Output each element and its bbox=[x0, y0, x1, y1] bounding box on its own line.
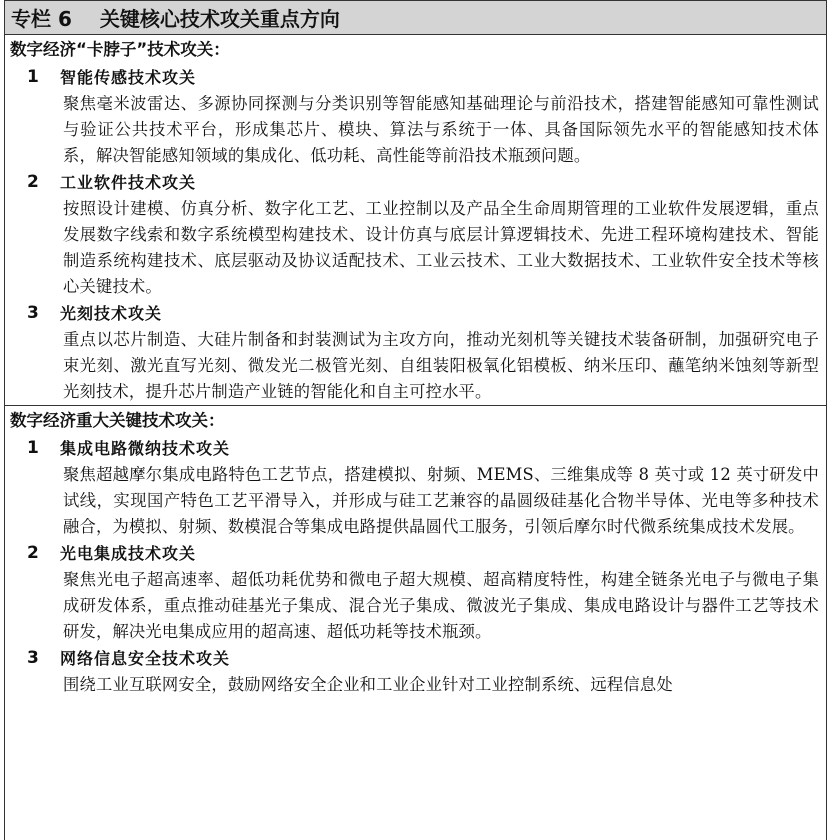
list-item bbox=[5, 64, 826, 91]
list-item bbox=[5, 435, 826, 462]
item-body: 围绕工业互联网安全，鼓励网络安全企业和工业企业针对工业控制系统、远程信息处 bbox=[63, 675, 673, 694]
section-major bbox=[5, 405, 826, 698]
box-label: 专栏 6 bbox=[11, 7, 72, 31]
item-body: 聚焦毫米波雷达、多源协同探测与分类识别等智能感知基础理论与前沿技术，搭建智能感知可靠性测试与验证公共技术平台，形成集芯片、模块、算法与系统于一体、具备国际领先水平的智能感知技术体系，解决智能感知领域的集成化、低功耗、高性能等前沿技术瓶颈问题。 bbox=[63, 94, 819, 165]
item-number: 3 bbox=[27, 303, 39, 323]
item-number: 1 bbox=[27, 67, 39, 87]
section-heading: 数字经济“卡脖子”技术攻关： bbox=[10, 40, 230, 59]
item-title: 网络信息安全技术攻关 bbox=[60, 649, 231, 668]
list-item bbox=[5, 169, 826, 196]
item-number: 3 bbox=[27, 648, 39, 668]
section-bottleneck bbox=[5, 35, 826, 405]
item-number: 2 bbox=[27, 543, 39, 563]
item-number: 1 bbox=[27, 438, 39, 458]
list-item bbox=[5, 300, 826, 327]
feature-box bbox=[4, 0, 827, 840]
item-body: 聚焦光电子超高速率、超低功耗优势和微电子超大规模、超高精度特性，构建全链条光电子与微电子集成研发体系，重点推动硅基光子集成、混合光子集成、微波光子集成、集成电路设计与器件工艺等技术研发，解决光电集成应用的超高速、超低功耗等技术瓶颈。 bbox=[63, 570, 819, 641]
box-title: 关键核心技术攻关重点方向 bbox=[99, 7, 340, 31]
item-title: 光电集成技术攻关 bbox=[60, 544, 197, 563]
list-item bbox=[5, 645, 826, 672]
box-title-bar bbox=[5, 1, 826, 35]
list-item bbox=[5, 540, 826, 567]
item-title: 集成电路微纳技术攻关 bbox=[60, 439, 231, 458]
item-title: 工业软件技术攻关 bbox=[60, 173, 197, 192]
item-body: 按照设计建模、仿真分析、数字化工艺、工业控制以及产品全生命周期管理的工业软件发展逻辑，重点发展数字线索和数字系统模型构建技术、设计仿真与底层计算逻辑技术、先进工程环境构建技术、智能制造系统构建技术、底层驱动及协议适配技术、工业云技术、工业大数据技术、工业软件安全技术等核心关键技术。 bbox=[63, 199, 819, 296]
item-body: 重点以芯片制造、大硅片制备和封装测试为主攻方向，推动光刻机等关键技术装备研制，加强研究电子束光刻、激光直写光刻、微发光二极管光刻、自组装阳极氧化铝模板、纳米压印、蘸笔纳米蚀刻等新型光刻技术，提升芯片制造产业链的智能化和自主可控水平。 bbox=[63, 330, 819, 401]
item-title: 智能传感技术攻关 bbox=[60, 68, 197, 87]
item-number: 2 bbox=[27, 172, 39, 192]
item-title: 光刻技术攻关 bbox=[60, 304, 163, 323]
item-body: 聚焦超越摩尔集成电路特色工艺节点，搭建模拟、射频、MEMS、三维集成等 8 英寸或 12 英寸研发中试线，实现国产特色工艺平滑导入，并形成与硅工艺兼容的晶圆级硅基化合物半导体、光电等多种技术融合，为模拟、射频、数模混合等集成电路提供晶圆代工服务，引领后摩尔时代微系统集成技术发展。 bbox=[63, 465, 819, 536]
section-heading: 数字经济重大关键技术攻关： bbox=[10, 411, 225, 430]
